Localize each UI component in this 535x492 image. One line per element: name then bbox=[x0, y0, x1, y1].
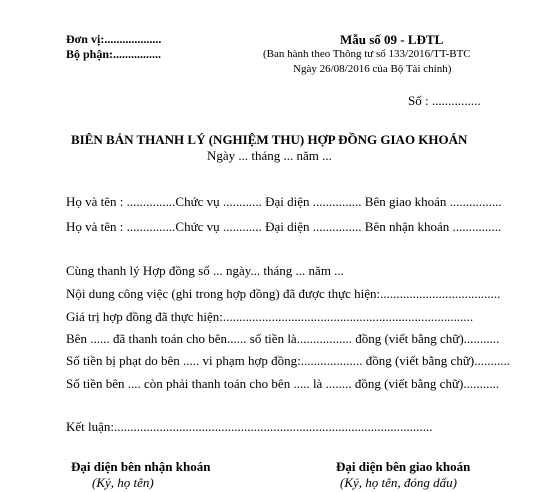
issued-by-note: (Ban hành theo Thông tư số 133/2016/TT-BTC bbox=[263, 48, 471, 60]
department-label: Bộ phận:................ bbox=[66, 47, 162, 61]
contract-line: Cùng thanh lý Hợp đồng số ... ngày... tháng ... năm ... bbox=[66, 263, 344, 278]
remaining-line: Số tiền bên .... còn phải thanh toán cho bên ..... là ........ đồng (viết bằng chữ)........... bbox=[66, 376, 500, 391]
work-content-line: Nội dung công việc (ghi trong hợp đồng) đã được thực hiện:..................................... bbox=[66, 286, 501, 301]
signature-left-title: Đại diện bên nhận khoán bbox=[71, 459, 211, 474]
form-number: Mẫu số 09 - LĐTL bbox=[340, 32, 444, 47]
signature-right-title: Đại diện bên giao khoán bbox=[336, 459, 471, 474]
unit-label: Đơn vị:................... bbox=[66, 32, 162, 46]
value-line: Giá trị hợp đồng đã thực hiện:............................................................................. bbox=[66, 309, 474, 324]
party-line-nhan: Họ và tên : ...............Chức vụ ............ Đại diện ............... Bên nhận khoán ............... bbox=[66, 219, 502, 234]
document-title: BIÊN BẢN THANH LÝ (NGHIỆM THU) HỢP ĐỒNG GIAO KHOÁN bbox=[71, 132, 468, 147]
penalty-line: Số tiền bị phạt do bên ..... vi phạm hợp đồng:................... đồng (viết bằng chữ)........... bbox=[66, 353, 510, 368]
party-line-giao: Họ và tên : ...............Chức vụ ............ Đại diện ............... Bên giao khoán ................ bbox=[66, 194, 502, 209]
document-number: Số : ............... bbox=[408, 93, 481, 108]
conclusion-line: Kết luận:.................................................................................................. bbox=[66, 419, 433, 434]
date-line: Ngày ... tháng ... năm ... bbox=[207, 148, 332, 163]
paid-line: Bên ...... đã thanh toán cho bên...... số tiền là................. đồng (viết bằng chữ)........... bbox=[66, 331, 500, 346]
signature-right-note: (Ký, họ tên, đóng dấu) bbox=[340, 475, 457, 490]
signature-left-note: (Ký, họ tên) bbox=[92, 475, 154, 490]
issued-date-note: Ngày 26/08/2016 của Bộ Tài chính) bbox=[293, 63, 452, 75]
